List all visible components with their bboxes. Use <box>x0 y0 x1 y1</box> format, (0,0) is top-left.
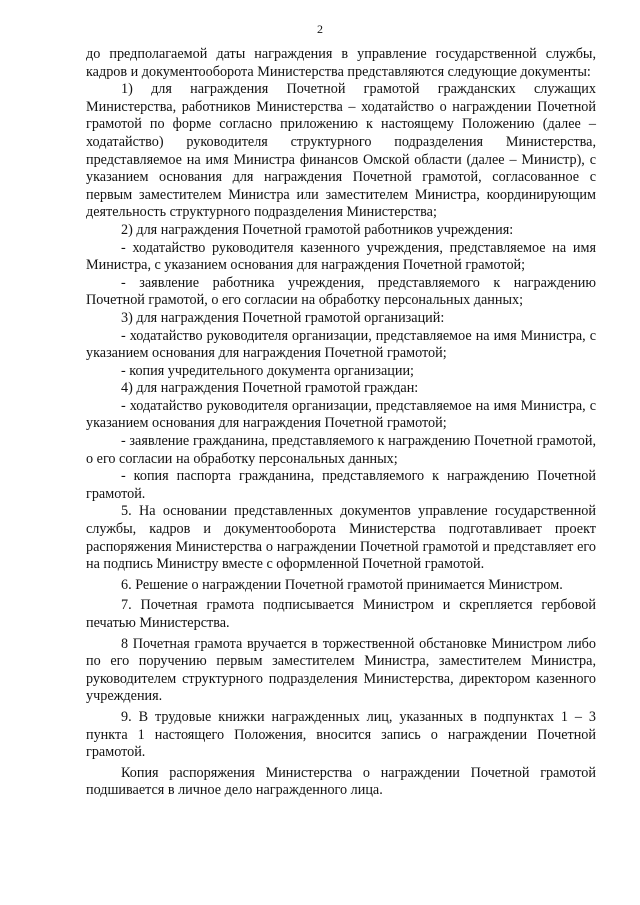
paragraph-item-2-statement: - заявление работника учреждения, представляемого к награждению Почетной грамотой, о его согласии на обработку персональных данных; <box>86 274 596 309</box>
paragraph-intro: до предполагаемой даты награждения в управление государственной службы, кадров и документооборота Министерства представляются следующие документы: <box>86 46 596 80</box>
paragraph-item-4-statement: - заявление гражданина, представляемого к награждению Почетной грамотой, о его согласии на обработку персональных данных; <box>86 433 596 467</box>
paragraph-item-4-passport-copy: - копия паспорта гражданина, представляемого к награждению Почетной грамотой. <box>86 468 596 502</box>
paragraph-item-4-petition: - ходатайство руководителя организации, представляемое на имя Министра, с указанием основания для награждения Почетной грамотой; <box>86 397 596 432</box>
paragraph-clause-8: 8 Почетная грамота вручается в торжественной обстановке Министром либо по его поручению первым заместителем Министра, заместителем Министра, руководителем структурного подразделения Министерства, директором казенного учреждения. <box>86 635 596 705</box>
paragraph-closing: Копия распоряжения Министерства о награждении Почетной грамотой подшивается в личное дело награжденного лица. <box>86 764 596 799</box>
paragraph-item-4: 4) для награждения Почетной грамотой граждан: <box>121 380 419 397</box>
paragraph-item-1: 1) для награждения Почетной грамотой гражданских служащих Министерства, работников Министерства – ходатайство о награждении Почетной грамотой по форме согласно приложению к настоящему Положению (далее – ходатайство) руководителя структурного подразделения Министерства, представляемое на имя Министра финансов Омской области (далее – Министр), с указанием основания для награждения Почетной грамотой, согласованное с первым заместителем Министра или заместителем Министра, координирующим деятельность структурного подразделения Министерства; <box>86 81 596 221</box>
paragraph-clause-5: 5. На основании представленных документов управление государственной службы, кадров и документооборота Министерства подготавливает проект распоряжения Министерства о награждении Почетной грамотой и представляет его на подпись Министру вместе с оформленной Почетной грамотой. <box>86 503 596 573</box>
paragraph-item-2: 2) для награждения Почетной грамотой работников учреждения: <box>121 221 514 238</box>
paragraph-item-2-petition: - ходатайство руководителя казенного учреждения, представляемое на имя Министра, с указанием основания для награждения Почетной грамотой; <box>86 239 596 274</box>
paragraph-item-3-charter-copy: - копия учредительного документа организации; <box>121 362 414 379</box>
paragraph-item-3: 3) для награждения Почетной грамотой организаций: <box>121 309 445 326</box>
page-number: 2 <box>317 22 323 36</box>
paragraph-item-3-petition: - ходатайство руководителя организации, представляемое на имя Министра, с указанием основания для награждения Почетной грамотой; <box>86 327 596 362</box>
document-body <box>86 46 596 800</box>
paragraph-clause-6: 6. Решение о награждении Почетной грамотой принимается Министром. <box>121 576 563 593</box>
paragraph-clause-7: 7. Почетная грамота подписывается Министром и скрепляется гербовой печатью Министерства. <box>86 597 596 631</box>
paragraph-clause-9: 9. В трудовые книжки награжденных лиц, указанных в подпунктах 1 – 3 пункта 1 настоящего Положения, вносится запись о награждении Почетной грамотой. <box>86 708 596 761</box>
